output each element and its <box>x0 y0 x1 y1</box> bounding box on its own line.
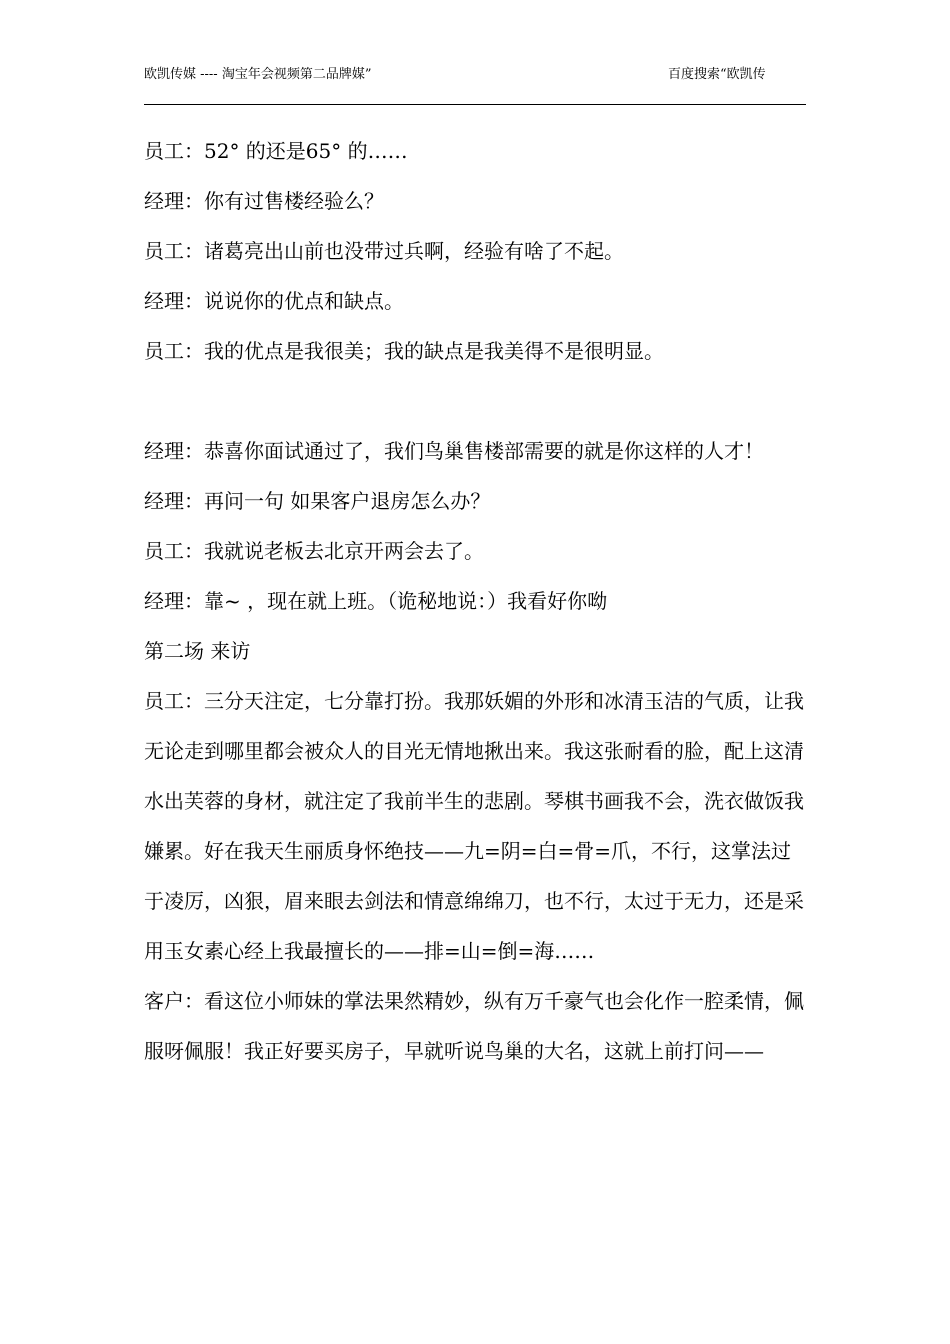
blank-line <box>144 376 806 426</box>
dialogue-line: 员工：三分天注定，七分靠打扮。我那妖媚的外形和冰清玉洁的气质，让我无论走到哪里都会被众人的目光无情地揪出来。我这张耐看的脸，配上这清水出芙蓉的身材，就注定了我前半生的悲剧。琴棋书画我不会，洗衣做饭我嫌累。好在我天生丽质身怀绝技——九=阴=白=骨=爪，不行，这掌法过于凌厉，凶狠，眉来眼去剑法和情意绵绵刀，也不行，太过于无力，还是采用玉女素心经上我最擅长的——排=山=倒=海…… <box>144 689 804 963</box>
dialogue-line: 经理：再问一句 如果客户退房怎么办？ <box>144 489 491 513</box>
script-body <box>144 126 806 1076</box>
header-left-text: 欧凯传媒 ---- 淘宝年会视频第二品牌媒” <box>144 67 372 82</box>
dialogue-line: 经理：靠~ ，现在就上班。（诡秘地说：）我看好你呦 <box>144 589 608 613</box>
dialogue-line: 客户：看这位小师妹的掌法果然精妙，纵有万千豪气也会化作一腔柔情，佩服呀佩服！我正好要买房子，早就听说鸟巢的大名，这就上前打问—— <box>144 989 804 1063</box>
header-right-text: 百度搜索“欧凯传 <box>668 67 766 82</box>
dialogue-line: 员工：我就说老板去北京开两会去了。 <box>144 539 484 563</box>
dialogue-line: 员工：诸葛亮出山前也没带过兵啊，经验有啥了不起。 <box>144 239 624 263</box>
dialogue-line: 经理：说说你的优点和缺点。 <box>144 289 404 313</box>
dialogue-line: 员工：我的优点是我很美；我的缺点是我美得不是很明显。 <box>144 339 664 363</box>
dialogue-line: 经理：恭喜你面试通过了，我们鸟巢售楼部需要的就是你这样的人才！ <box>144 439 764 463</box>
dialogue-line: 员工：52° 的还是65° 的…… <box>144 139 408 163</box>
dialogue-line: 经理：你有过售楼经验么？ <box>144 189 384 213</box>
scene-heading: 第二场 来访 <box>144 639 251 663</box>
page-header <box>144 66 806 105</box>
